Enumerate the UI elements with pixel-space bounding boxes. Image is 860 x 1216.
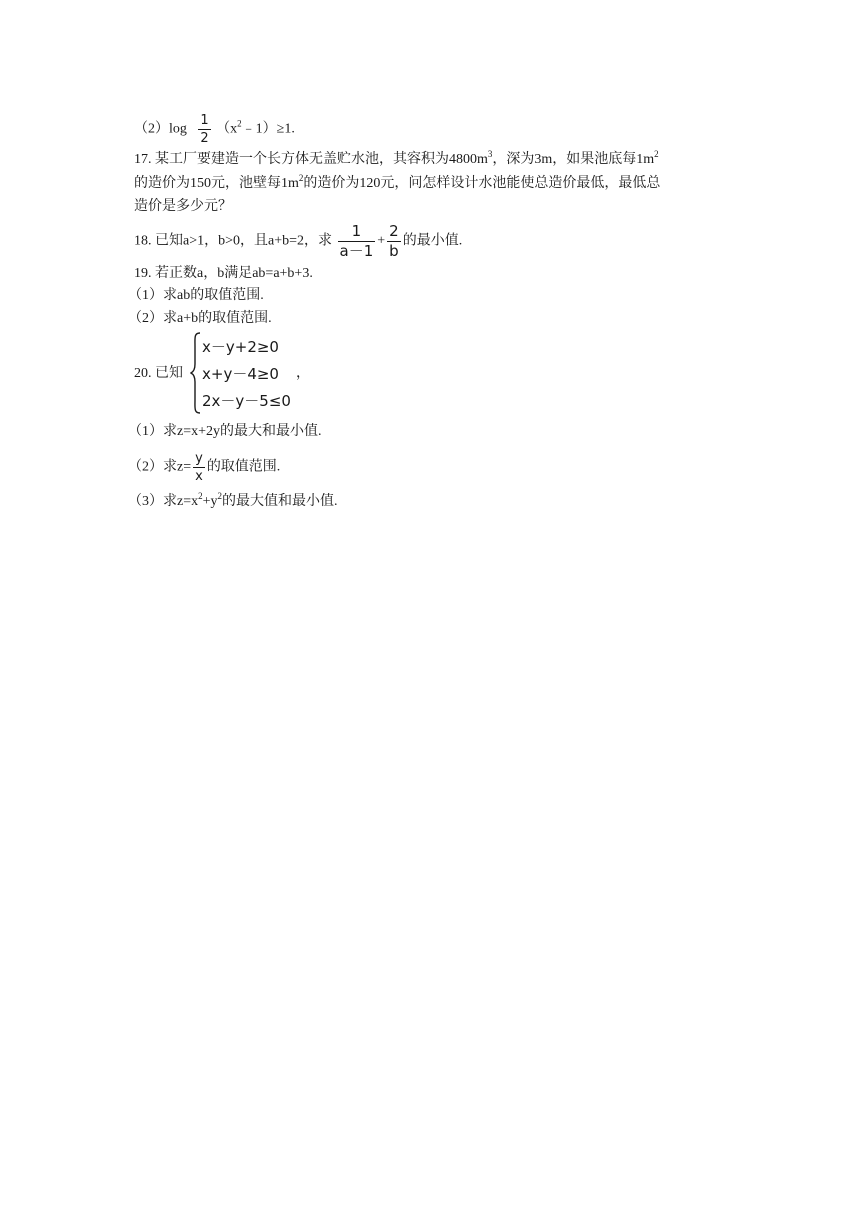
question-20-part-2 xyxy=(128,452,280,483)
superscript: 3 xyxy=(487,149,493,159)
fraction-denominator: a－1 xyxy=(339,242,374,260)
fraction-denominator: 2 xyxy=(200,131,209,146)
fraction-denominator: x xyxy=(195,469,203,484)
fraction-numerator: y xyxy=(195,451,203,466)
question-17-line-3: 造价是多少元？ xyxy=(134,199,232,214)
question-19-part-1: （1）求ab的取值范围. xyxy=(128,288,264,303)
fraction-numerator: 1 xyxy=(338,224,376,242)
log-inequality-line xyxy=(134,114,295,145)
inequality-1: x－y+2≥0 xyxy=(202,338,279,356)
superscript: 2 xyxy=(217,491,223,501)
question-19-part-2: （2）求a+b的取值范围. xyxy=(128,311,272,326)
text-segment: （3）求z=x xyxy=(128,494,199,509)
fraction-1-over-a-minus-1 xyxy=(338,224,376,259)
log-argument: （x xyxy=(216,121,238,137)
text-segment: +y xyxy=(202,494,218,509)
inequality-3: 2x－y－5≤0 xyxy=(202,392,291,410)
text-segment: 17. 某工厂要建造一个长方体无盖贮水池，其容积为4800m xyxy=(134,152,488,167)
question-20-part-3 xyxy=(128,492,338,512)
question-20-comma: ， xyxy=(296,366,310,381)
question-20-prefix: 20. 已知 xyxy=(134,366,183,381)
question-17-line-1 xyxy=(134,150,659,170)
text-segment: （2）求z= xyxy=(128,459,192,475)
text-segment: 的造价为150元，池壁每1m xyxy=(134,176,299,191)
superscript: 2 xyxy=(237,118,242,129)
fraction-numerator: 1 xyxy=(200,113,209,128)
left-brace-icon xyxy=(190,332,202,414)
text-segment: 18. 已知a>1，b>0，且a+b=2，求 xyxy=(134,233,333,249)
fraction-denominator: b xyxy=(389,242,399,260)
superscript: 2 xyxy=(654,149,659,159)
superscript: 2 xyxy=(198,491,203,501)
text-segment: 的最小值. xyxy=(402,233,463,249)
log-inequality-rest: ﹣1）≥1. xyxy=(241,121,295,137)
text-segment: 的造价为120元，问怎样设计水池能使总造价最低，最低总 xyxy=(303,176,661,191)
fraction-2-over-b xyxy=(387,224,401,259)
fraction-numerator: 2 xyxy=(389,222,399,240)
text-segment: 的取值范围. xyxy=(206,459,281,475)
superscript: 2 xyxy=(298,173,304,183)
question-18 xyxy=(134,224,462,259)
log-label: （2）log xyxy=(134,121,187,137)
question-20-part-1: （1）求z=x+2y的最大和最小值. xyxy=(128,424,322,439)
text-segment: ，深为3m，如果池底每1m xyxy=(492,152,655,167)
plus-sign: + xyxy=(377,233,386,249)
inequality-2: x+y－4≥0 xyxy=(202,365,279,383)
log-base-fraction xyxy=(198,114,210,145)
fraction-y-over-x xyxy=(193,452,205,483)
text-segment: 的最大值和最小值. xyxy=(222,494,338,509)
inequality-system xyxy=(190,332,310,414)
question-17-line-2 xyxy=(134,174,660,194)
question-19-stem: 19. 若正数a，b满足ab=a+b+3. xyxy=(134,266,313,281)
